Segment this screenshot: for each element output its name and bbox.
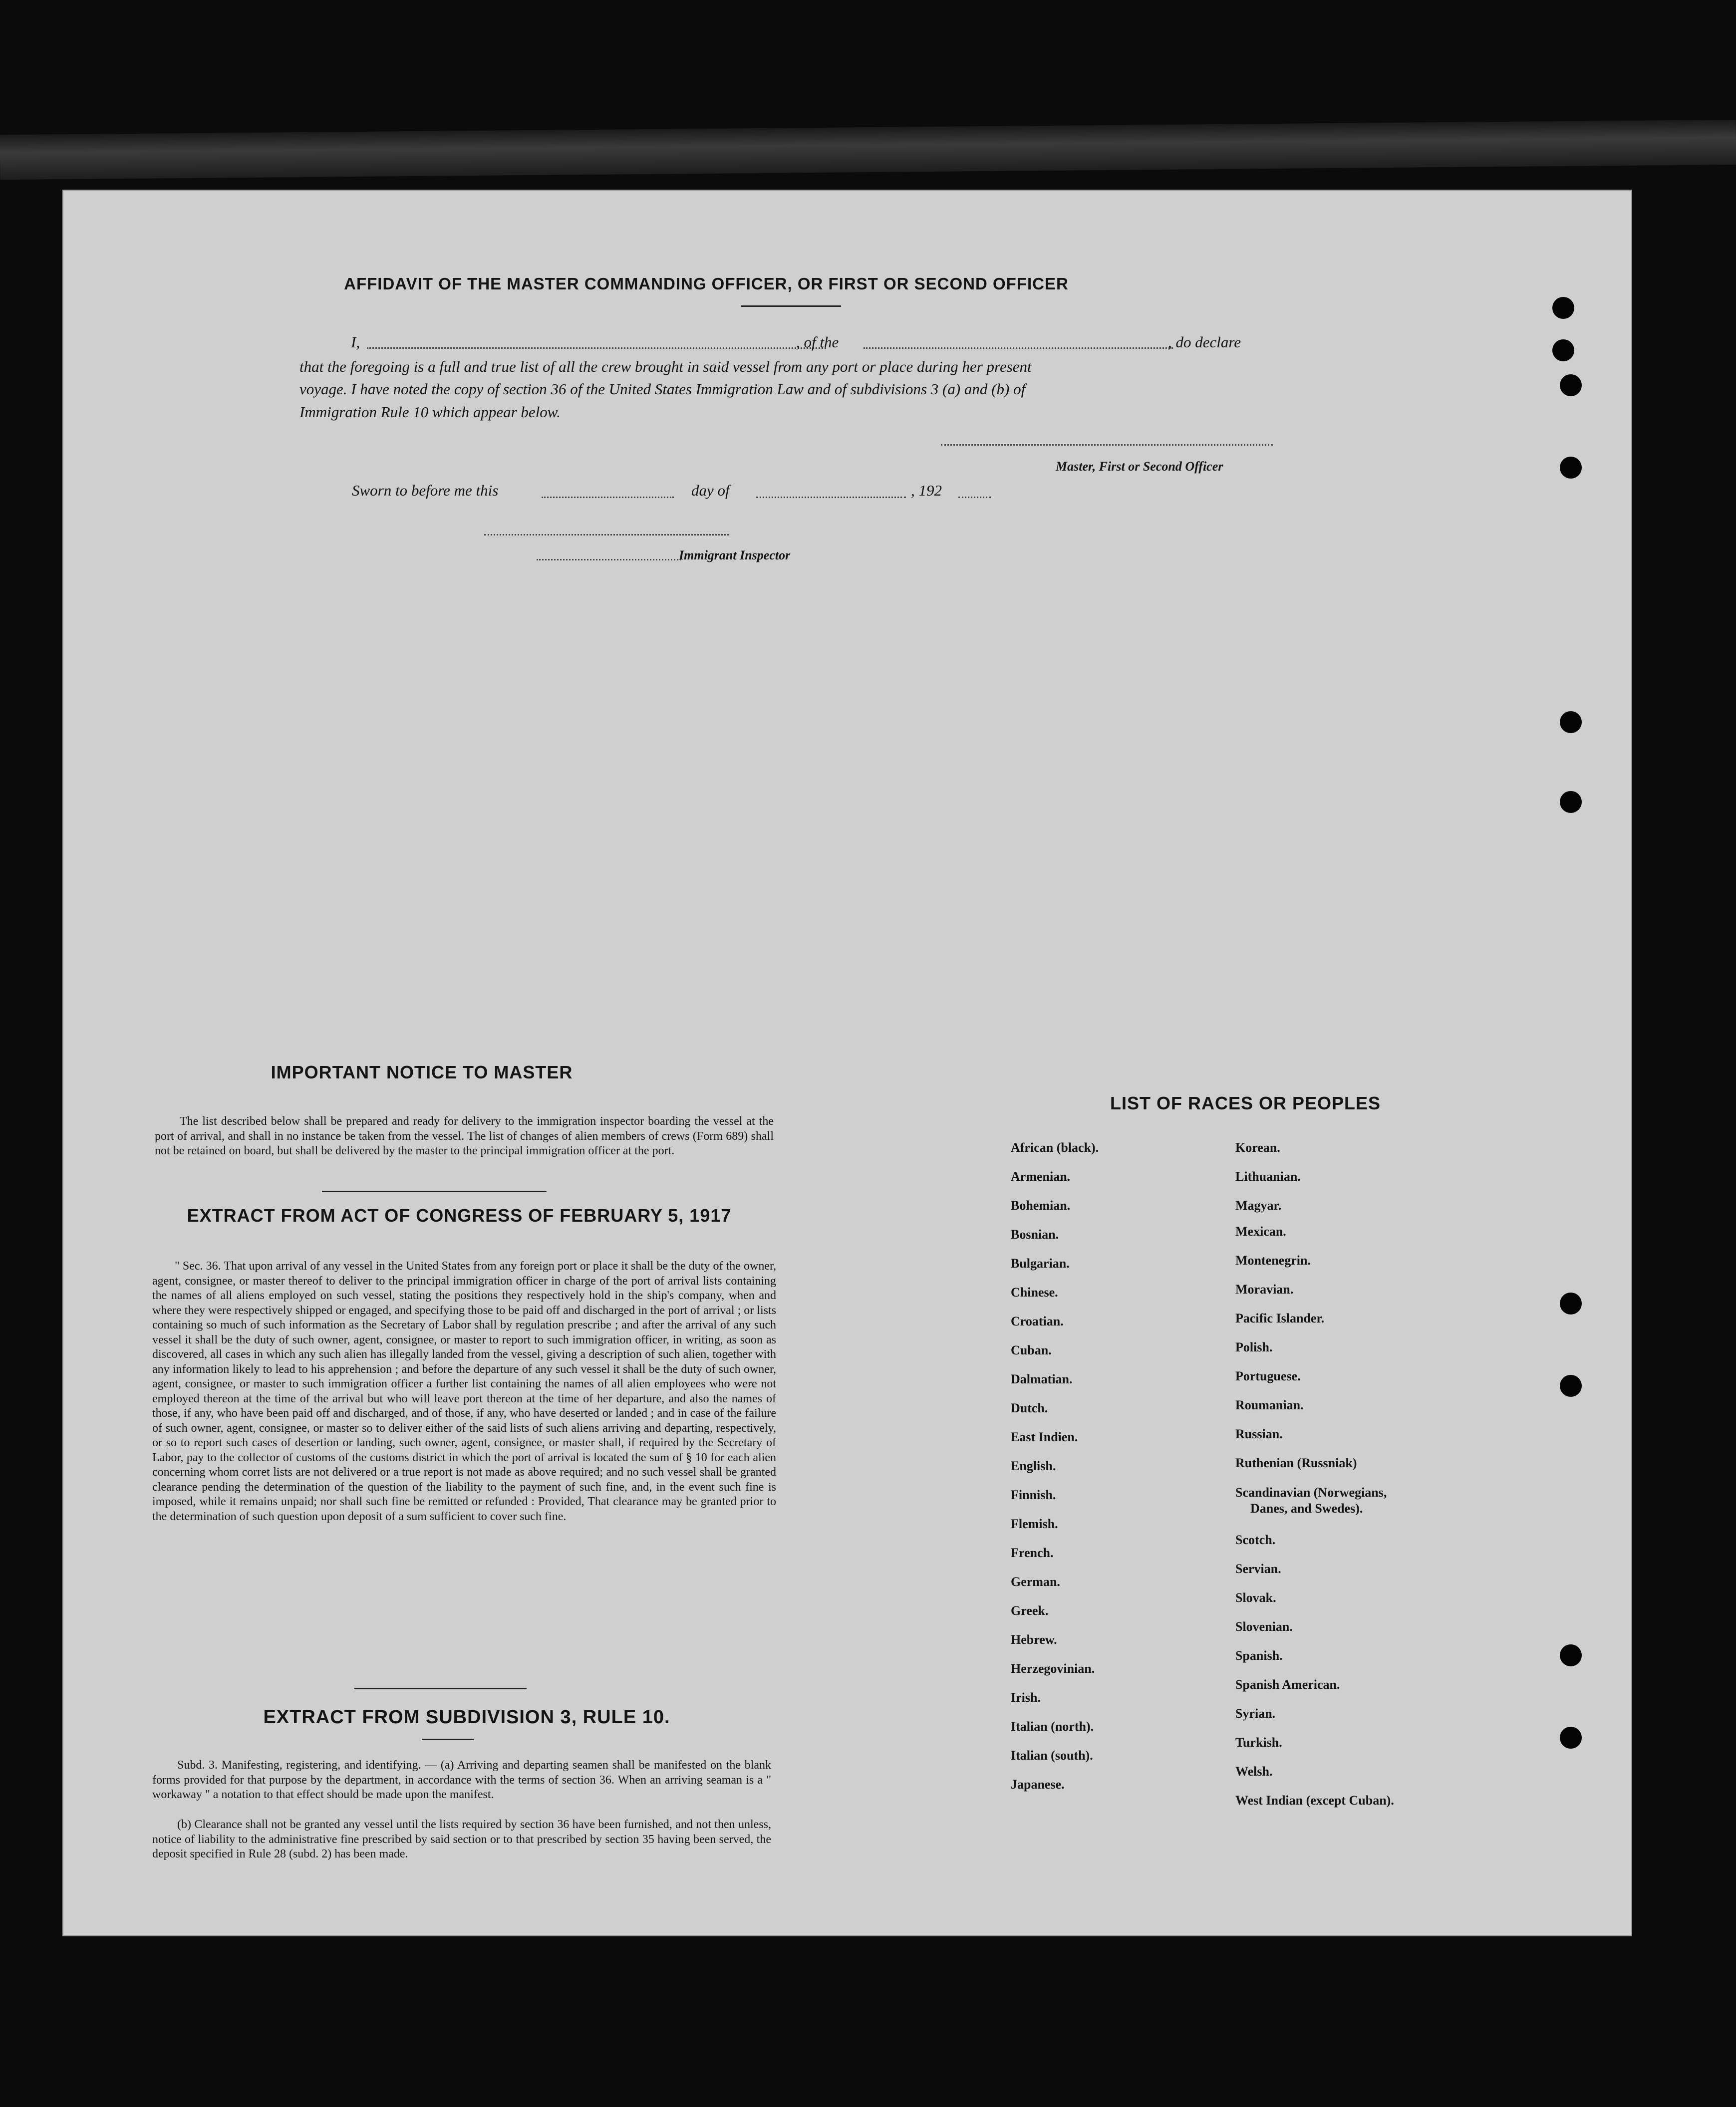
race-item: Pacific Islander. (1235, 1311, 1325, 1325)
race-item: Korean. (1235, 1140, 1280, 1155)
affidavit-title: AFFIDAVIT OF THE MASTER COMMANDING OFFICER, OR FIRST OR SECOND OFFICER (344, 274, 1069, 293)
races-title: LIST OF RACES OR PEOPLES (1110, 1093, 1381, 1113)
affidavit-line-4: Immigration Rule 10 which appear below. (299, 403, 561, 421)
inspector-caption: Immigrant Inspector (679, 548, 791, 562)
manifest-back-page (62, 190, 1632, 1936)
race-item: Armenian. (1011, 1169, 1071, 1184)
act-divider (354, 1688, 527, 1689)
race-item: Slovenian. (1235, 1619, 1293, 1634)
punch-hole (1560, 1644, 1582, 1666)
race-item: Herzegovinian. (1011, 1661, 1095, 1676)
race-item: Turkish. (1235, 1735, 1282, 1750)
punch-hole (1560, 457, 1582, 479)
punch-hole (1552, 339, 1574, 361)
rule-para-1: Subd. 3. Manifesting, registering, and identifying. — (a) Arriving and departing seamen shall be manifested on the blank forms provided for that purpose by the department, in accordance with the terms of section 36. When an arriving seaman is a " workaway " a notation to that effect should be made upon the manifest. (152, 1759, 771, 1801)
month-blank[interactable] (756, 497, 906, 498)
rule-divider (422, 1739, 474, 1740)
race-item: Chinese. (1011, 1285, 1058, 1300)
race-item: Slovak. (1235, 1590, 1276, 1605)
affidavit-line-3: voyage. I have noted the copy of section 36 of the United States Immigration Law and of subdivisions 3 (a) and (b) of (299, 380, 1026, 398)
race-item: Italian (south). (1011, 1748, 1093, 1763)
notice-title: IMPORTANT NOTICE TO MASTER (271, 1062, 573, 1082)
notice-divider (322, 1191, 547, 1192)
race-item: Servian. (1235, 1562, 1281, 1576)
rule-para-2: (b) Clearance shall not be granted any vessel until the lists required by section 36 have been furnished, and not then unless, notice of liability to the administrative fine prescribed by said section or to that prescribed by section 35 having been served, the deposit specified in Rule 28 (subd. 2) has been made. (152, 1818, 771, 1860)
race-item: Russian. (1235, 1427, 1283, 1441)
race-item: Ruthenian (Russniak) (1235, 1456, 1357, 1470)
inspector-signature-blank-2[interactable] (537, 559, 681, 560)
signature-blank[interactable] (941, 444, 1273, 446)
race-item: Bosnian. (1011, 1227, 1059, 1242)
affidavit-pronoun: I, (351, 333, 360, 351)
race-item: Montenegrin. (1235, 1253, 1311, 1268)
name-blank[interactable] (367, 347, 826, 349)
race-item: East Indien. (1011, 1430, 1078, 1444)
race-item: Finnish. (1011, 1488, 1056, 1502)
race-item: Irish. (1011, 1690, 1041, 1705)
punch-hole (1552, 297, 1574, 319)
race-item: West Indian (except Cuban). (1235, 1793, 1394, 1808)
race-item: Croatian. (1011, 1314, 1064, 1328)
race-item: Dalmatian. (1011, 1372, 1073, 1386)
notice-text: The list described below shall be prepared and ready for delivery to the immigration inspector boarding the vessel at the port of arrival, and shall in no instance be taken from the vessel. The list of changes of alien members of crews (Form 689) shall not be retained on board, but shall be delivered by the master to the principal immigration officer at the port. (155, 1115, 774, 1157)
year-blank[interactable] (958, 497, 991, 498)
race-item: Roumanian. (1235, 1398, 1304, 1412)
race-item: French. (1011, 1546, 1054, 1560)
race-item: Hebrew. (1011, 1632, 1057, 1647)
race-item: Spanish. (1235, 1648, 1283, 1663)
affidavit-do-declare: , do declare (1168, 333, 1241, 351)
race-item: Spanish American. (1235, 1677, 1340, 1692)
vessel-blank[interactable] (864, 347, 1173, 349)
race-item: Japanese. (1011, 1777, 1065, 1792)
race-item: Bohemian. (1011, 1198, 1071, 1213)
race-item: Italian (north). (1011, 1719, 1094, 1734)
act-title: EXTRACT FROM ACT OF CONGRESS OF FEBRUARY 5, 1917 (187, 1205, 732, 1226)
race-item: German. (1011, 1575, 1060, 1589)
day-of-text: day of (691, 482, 730, 499)
race-item: Dutch. (1011, 1401, 1048, 1415)
race-item: Syrian. (1235, 1706, 1276, 1721)
punch-hole (1560, 711, 1582, 733)
race-item: Greek. (1011, 1603, 1049, 1618)
race-item: Danes, and Swedes). (1250, 1501, 1363, 1516)
punch-hole (1560, 1293, 1582, 1315)
punch-hole (1560, 374, 1582, 396)
affidavit-line-2: that the foregoing is a full and true list of all the crew brought in said vessel from any port or place during her present (299, 358, 1032, 375)
race-item: Portuguese. (1235, 1369, 1301, 1383)
race-item: Welsh. (1235, 1764, 1273, 1779)
race-item: Polish. (1235, 1340, 1273, 1354)
sworn-text: Sworn to before me this (352, 482, 499, 499)
race-item: Moravian. (1235, 1282, 1294, 1297)
title-underline (741, 305, 841, 307)
race-item: African (black). (1011, 1140, 1099, 1155)
film-edge-strip (0, 120, 1736, 180)
race-item: Flemish. (1011, 1517, 1058, 1531)
signature-caption: Master, First or Second Officer (1056, 459, 1223, 474)
punch-hole (1560, 1375, 1582, 1397)
race-item: Bulgarian. (1011, 1256, 1070, 1271)
inspector-signature-blank[interactable] (484, 534, 729, 535)
punch-hole (1560, 1727, 1582, 1749)
race-item: Lithuanian. (1235, 1169, 1301, 1184)
rule-title: EXTRACT FROM SUBDIVISION 3, RULE 10. (263, 1707, 670, 1728)
affidavit-of-the: , of the (796, 333, 839, 351)
race-item: Magyar. (1235, 1198, 1282, 1213)
act-text: " Sec. 36. That upon arrival of any vessel in the United States from any foreign port or place it shall be the duty of the owner, agent, consignee, or master thereof to deliver to the principal immigration officer in charge of the port of arrival lists containing the names of all aliens employed on such vessel, stating the positions they respectively hold in the ship's company, when and where they were respectively shipped or engaged, and specifying those to be paid off and discharged in the port of arrival ; or lists containing so much of such information as the Secretary of Labor shall by regulation prescribe ; and after the arrival of any such vessel it shall be the duty of such owner, agent, consignee, or master to report to such immigration officer, in writing, as soon as discovered, all cases in which any such alien has illegally landed from the vessel, giving a description of such alien, together with any information likely to lead to his apprehension ; and before the departure of any such vessel it shall be the duty of such owner, agent, consignee, or master to such immigration officer a further list containing the names of all alien employees who were not employed thereon at the time of the arrival but who will leave port thereon at the time of her departure, and also the names of those, if any, who have been paid off and discharged, and of those, if any, who have deserted or landed ; and in case of the failure of such owner, agent, consignee, or master so to deliver either of the said lists of such aliens arriving and departing, respectively, or so to report such cases of desertion or landing, such owner, agent, consignee, or master shall, if required by the Secretary of Labor, pay to the collector of customs of the customs district in which the port of arrival is located the sum of § 10 for each alien concerning whom corret lists are not delivered or a true report is not made as above required; and no such vessel shall be granted clearance pending the determination of the question of the liability to the payment of such fine, and, in the event such fine is imposed, while it remains unpaid; nor shall such fine be remitted or refunded : Provided, That clearance may be granted prior to the determination of such question upon deposit of a sum sufficient to cover such fine. (152, 1260, 776, 1523)
day-blank[interactable] (542, 497, 674, 498)
punch-hole (1560, 791, 1582, 813)
race-item: English. (1011, 1459, 1056, 1473)
year-text: , 192 (911, 482, 942, 499)
race-item: Cuban. (1011, 1343, 1052, 1357)
race-item: Mexican. (1235, 1224, 1286, 1239)
race-item: Scandinavian (Norwegians, (1235, 1485, 1387, 1500)
race-item: Scotch. (1235, 1533, 1276, 1547)
